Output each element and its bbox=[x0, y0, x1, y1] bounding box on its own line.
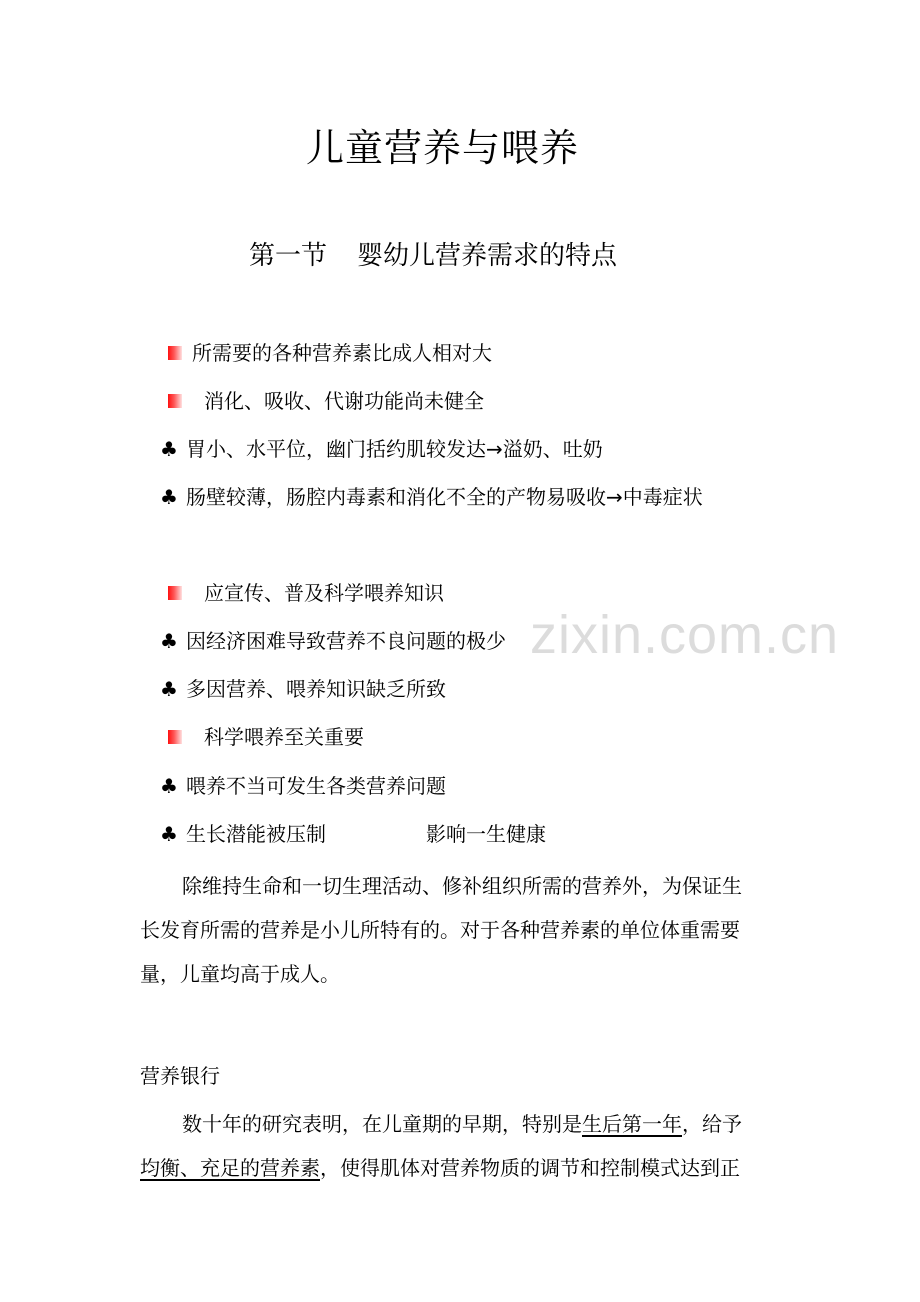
list-item-text: 因经济困难导致营养不良问题的极少 bbox=[186, 629, 506, 653]
list-item-text: 科学喂养至关重要 bbox=[204, 725, 364, 749]
list-item-text: 所需要的各种营养素比成人相对大 bbox=[192, 341, 492, 365]
list-item bbox=[160, 672, 446, 706]
list-item-text: 消化、吸收、代谢功能尚未健全 bbox=[204, 389, 484, 413]
section-heading bbox=[0, 236, 866, 276]
list-item-text: 喂养不当可发生各类营养问题 bbox=[186, 774, 446, 798]
list-item-text: 应宣传、普及科学喂养知识 bbox=[204, 581, 444, 605]
list-item-text: 生长潜能被压制 bbox=[186, 822, 326, 846]
paragraph-line-text: 除维持生命和一切生理活动、修补组织所需的营养外，为保证生 bbox=[182, 874, 742, 898]
body-paragraph bbox=[140, 1102, 782, 1190]
club-bullet-icon: ♣ bbox=[160, 485, 178, 509]
section-number: 第一节 bbox=[248, 241, 327, 271]
club-bullet-icon: ♣ bbox=[160, 629, 178, 653]
paragraph-line bbox=[140, 1146, 782, 1190]
paragraph-text: 数十年的研究表明，在儿童期的早期，特别是 bbox=[182, 1112, 582, 1136]
underlined-text: 均衡、充足的营养素 bbox=[140, 1156, 320, 1180]
list-item-text-continued: 影响一生健康 bbox=[426, 822, 546, 846]
document-title: 儿童营养与喂养 bbox=[305, 126, 579, 170]
paragraph-line: 长发育所需的营养是小儿所特有的。对于各种营养素的单位体重需要 bbox=[140, 918, 740, 942]
list-item-text: 胃小、水平位，幽门括约肌较发达→溢奶、吐奶 bbox=[186, 437, 603, 461]
red-square-bullet-icon bbox=[168, 586, 182, 600]
paragraph-line bbox=[140, 1102, 782, 1146]
list-item-text: 肠壁较薄，肠腔内毒素和消化不全的产物易吸收→中毒症状 bbox=[186, 485, 703, 509]
list-item bbox=[160, 769, 446, 803]
paragraph-text: ，给予 bbox=[682, 1112, 742, 1136]
list-item bbox=[160, 384, 484, 418]
underlined-text: 生后第一年 bbox=[582, 1112, 682, 1136]
body-paragraph bbox=[140, 864, 782, 996]
subheading: 营养银行 bbox=[140, 1064, 220, 1088]
red-square-bullet-icon bbox=[168, 730, 182, 744]
list-item bbox=[160, 480, 703, 514]
list-item-text: 多因营养、喂养知识缺乏所致 bbox=[186, 677, 446, 701]
section-name: 婴幼儿营养需求的特点 bbox=[357, 241, 618, 271]
list-item bbox=[160, 432, 603, 466]
list-item bbox=[160, 576, 444, 610]
club-bullet-icon: ♣ bbox=[160, 774, 178, 798]
red-square-bullet-icon bbox=[168, 346, 182, 360]
paragraph-line: 量，儿童均高于成人。 bbox=[140, 962, 340, 986]
paragraph-line bbox=[140, 864, 782, 908]
list-item bbox=[160, 720, 364, 754]
paragraph-text: ，使得肌体对营养物质的调节和控制模式达到正 bbox=[320, 1156, 740, 1180]
list-item bbox=[160, 817, 546, 851]
club-bullet-icon: ♣ bbox=[160, 677, 178, 701]
list-item bbox=[160, 336, 492, 370]
club-bullet-icon: ♣ bbox=[160, 822, 178, 846]
list-item bbox=[160, 624, 506, 658]
red-square-bullet-icon bbox=[168, 394, 182, 408]
watermark: zixin.com.cn bbox=[530, 605, 840, 665]
club-bullet-icon: ♣ bbox=[160, 437, 178, 461]
